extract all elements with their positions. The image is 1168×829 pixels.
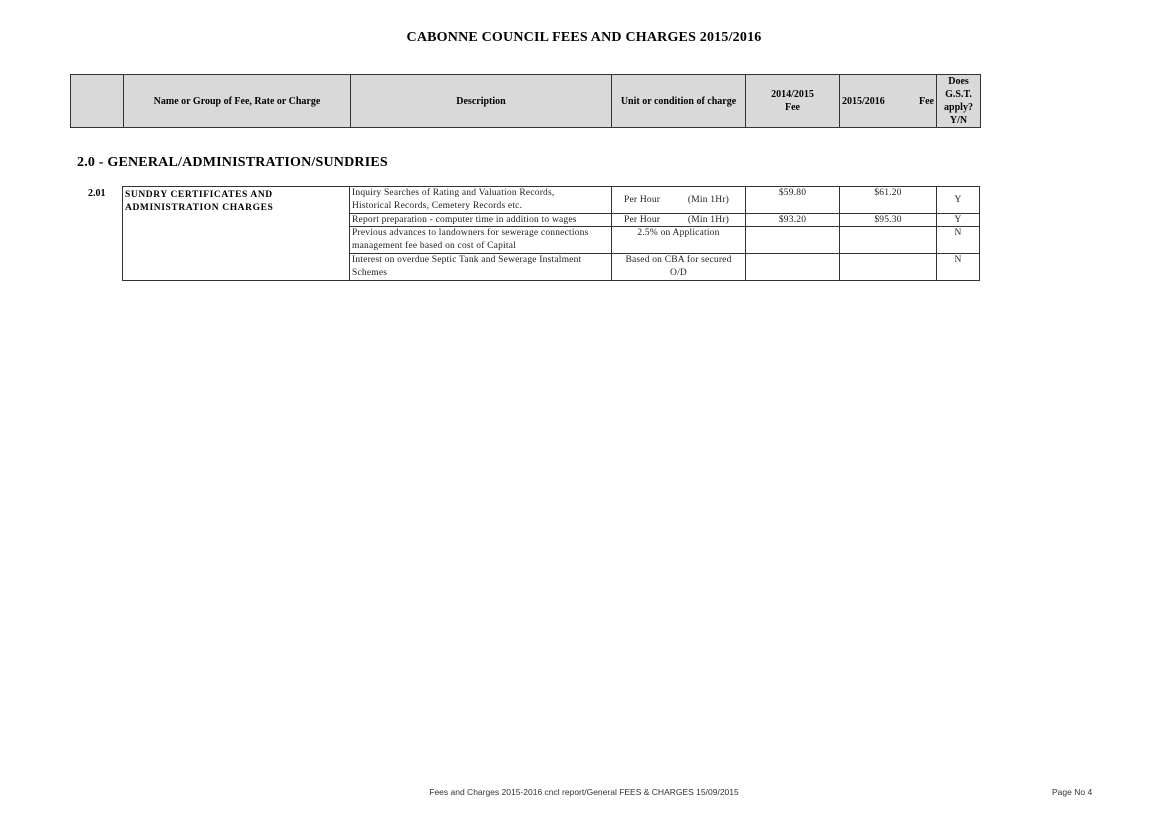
section-heading: 2.0 - GENERAL/ADMINISTRATION/SUNDRIES	[77, 155, 388, 170]
table-header	[70, 74, 981, 128]
header-gst-line3: apply?	[944, 102, 973, 113]
row-fee-2014	[745, 254, 839, 280]
row-gst: Y	[936, 187, 979, 213]
row-description	[350, 227, 611, 253]
row-unit	[611, 214, 745, 226]
header-fee-2014	[745, 75, 839, 127]
row-description-line1: Inquiry Searches of Rating and Valuation Records,	[352, 188, 555, 198]
row-unit-line2: O/D	[670, 267, 687, 278]
header-blank-cell	[71, 75, 123, 127]
header-name: Name or Group of Fee, Rate or Charge	[123, 75, 350, 127]
header-fee-2015	[839, 75, 936, 127]
row-description	[350, 187, 611, 213]
row-unit-right: (Min 1Hr)	[687, 215, 729, 225]
row-fee-2014: $59.80	[745, 187, 839, 213]
row-gst: N	[936, 227, 979, 253]
header-gst-line2: G.S.T.	[945, 89, 972, 100]
header-gst-line4: Y/N	[949, 115, 968, 126]
row-description-line2: management fee based on cost of Capital	[352, 240, 516, 251]
row-unit-line1: Based on CBA for secured	[625, 255, 732, 265]
header-gst	[936, 75, 980, 127]
row-unit-left: Per Hour	[624, 215, 661, 225]
row-unit-right: (Min 1Hr)	[687, 194, 729, 205]
header-fee-2015-label: Fee	[919, 95, 934, 107]
page-title: CABONNE COUNCIL FEES AND CHARGES 2015/2016	[406, 30, 762, 45]
row-unit	[611, 254, 745, 280]
row-description: Report preparation - computer time in addition to wages	[352, 215, 577, 225]
row-fee-2015: $95.30	[839, 214, 936, 226]
header-description: Description	[350, 75, 611, 127]
row-gst: Y	[936, 214, 979, 226]
footer-page-number: Page No 4	[1052, 787, 1093, 797]
row-fee-2015	[839, 227, 936, 253]
table-row	[350, 214, 979, 227]
header-fee-2015-year: 2015/2016	[842, 95, 885, 107]
header-fee-2014-label: Fee	[785, 102, 800, 113]
row-description-line1: Interest on overdue Septic Tank and Sewerage Instalment	[352, 255, 582, 265]
row-description	[350, 254, 611, 280]
row-gst: N	[936, 254, 979, 280]
row-description-line2: Historical Records, Cemetery Records etc.	[352, 200, 523, 211]
row-fee-2015: $61.20	[839, 187, 936, 213]
header-unit: Unit or condition of charge	[611, 75, 745, 127]
row-unit-left: Per Hour	[624, 194, 661, 205]
header-gst-line1: Does	[948, 76, 969, 87]
footer-report-name: Fees and Charges 2015-2016 cncl report/General FEES & CHARGES 15/09/2015	[429, 787, 739, 797]
row-description-line1: Previous advances to landowners for sewerage connections	[352, 228, 589, 238]
header-fee-2014-year: 2014/2015	[771, 89, 814, 100]
item-name	[123, 187, 350, 280]
table-row	[350, 254, 979, 280]
fees-table	[122, 186, 980, 281]
row-fee-2014: $93.20	[745, 214, 839, 226]
row-fee-2015	[839, 254, 936, 280]
row-unit: 2.5% on Application	[611, 227, 745, 253]
item-code: 2.01	[88, 188, 106, 199]
table-row	[350, 187, 979, 214]
item-name-line1: SUNDRY CERTIFICATES AND	[125, 190, 273, 200]
row-description-line2: Schemes	[352, 267, 388, 278]
table-row	[350, 227, 979, 254]
row-fee-2014	[745, 227, 839, 253]
item-name-line2: ADMINISTRATION CHARGES	[125, 203, 274, 213]
row-unit	[611, 187, 745, 213]
